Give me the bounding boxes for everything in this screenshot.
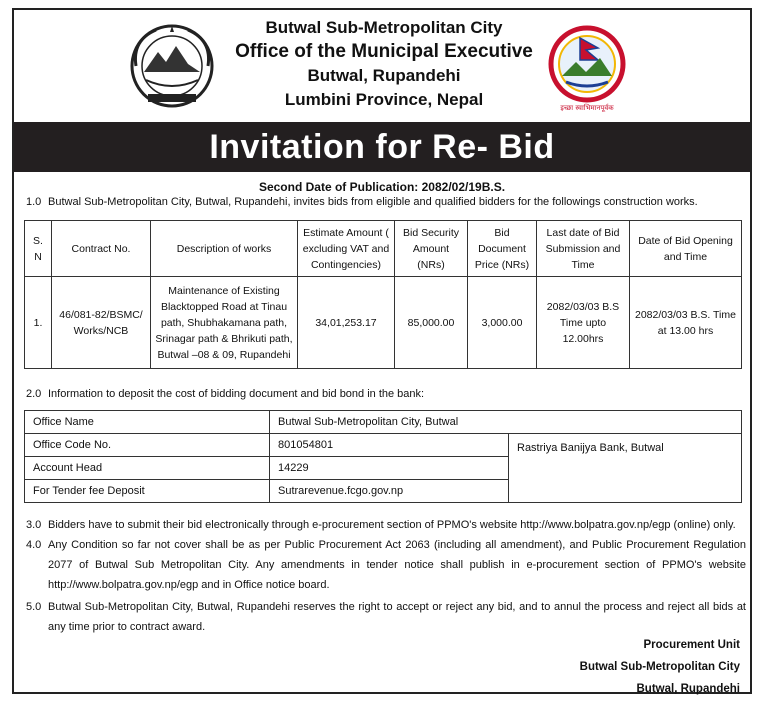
cell-security: 85,000.00 <box>395 277 468 369</box>
office-code-value: 801054801 <box>270 434 509 457</box>
logo-motto: इच्छा स्वाभिमानपूर्वक <box>560 104 614 112</box>
section-5-number: 5.0 <box>26 601 42 613</box>
signature-location: Butwal, Rupandehi <box>636 683 740 695</box>
office-name-value: Butwal Sub-Metropolitan City, Butwal <box>270 411 742 434</box>
col-description: Description of works <box>151 221 298 277</box>
col-doc-price: Bid Document Price (NRs) <box>468 221 537 277</box>
account-head-label: Account Head <box>25 457 270 480</box>
location-line: Butwal, Rupandehi <box>307 66 461 85</box>
col-sn: S. N <box>25 221 52 277</box>
works-table-header <box>25 221 742 277</box>
tender-fee-label: For Tender fee Deposit <box>25 480 270 503</box>
col-security: Bid Security Amount (NRs) <box>395 221 468 277</box>
header-text <box>164 16 604 112</box>
section-3-number: 3.0 <box>26 519 42 531</box>
cell-description: Maintenance of Existing Blacktopped Road at Tinau path, Shubhakamana path, Srinagar path & Bhrikuti path, Butwal –08 & 09, Rupandehi <box>151 277 298 369</box>
notice-header <box>14 10 750 122</box>
office-name: Office of the Municipal Executive <box>235 41 533 62</box>
province-line: Lumbini Province, Nepal <box>284 90 484 109</box>
cell-last-date: 2082/03/03 B.S Time upto 12.00hrs <box>537 277 630 369</box>
section-3-text: Bidders have to submit their bid electronically through e-procurement section of PPMO's website http://www.bolpatra.gov.np/egp (online) only. <box>48 519 736 531</box>
col-contract: Contract No. <box>52 221 151 277</box>
municipality-logo-icon <box>546 24 628 114</box>
col-estimate: Estimate Amount ( excluding VAT and Contingencies) <box>298 221 395 277</box>
notice-title: Invitation for Re- Bid <box>14 122 750 172</box>
table-row <box>25 277 742 369</box>
signature-block <box>580 634 740 700</box>
section-5-text: Butwal Sub-Metropolitan City, Butwal, Rupandehi reserves the right to accept or reject any bid, and to annul the process and reject all bids at any time prior to contract award. <box>48 601 746 633</box>
cell-doc-price: 3,000.00 <box>468 277 537 369</box>
col-opening: Date of Bid Opening and Time <box>630 221 742 277</box>
section-2-text: Information to deposit the cost of bidding document and bid bond in the bank: <box>48 388 425 400</box>
office-code-label: Office Code No. <box>25 434 270 457</box>
bank-name: Rastriya Banijya Bank, Butwal <box>509 434 742 503</box>
signature-office: Butwal Sub-Metropolitan City <box>579 661 740 673</box>
account-head-value: 14229 <box>270 457 509 480</box>
section-4-number: 4.0 <box>26 539 42 551</box>
cell-contract: 46/081-82/BSMC/ Works/NCB <box>52 277 151 369</box>
bank-table <box>24 410 742 503</box>
office-name-label: Office Name <box>25 411 270 434</box>
publication-date: Second Date of Publication: 2082/02/19B.S. <box>258 180 506 194</box>
table-row <box>25 411 742 434</box>
signature-unit: Procurement Unit <box>643 639 740 651</box>
tender-fee-value: Sutrarevenue.fcgo.gov.np <box>270 480 509 503</box>
section-2-number: 2.0 <box>26 388 42 400</box>
cell-sn: 1. <box>25 277 52 369</box>
table-row <box>25 434 742 457</box>
section-1-number: 1.0 <box>26 196 42 208</box>
works-table <box>24 220 742 369</box>
cell-opening: 2082/03/03 B.S. Time at 13.00 hrs <box>630 277 742 369</box>
municipality-name: Butwal Sub-Metropolitan City <box>265 18 503 37</box>
notice-frame <box>12 8 752 694</box>
section-4-text: Any Condition so far not cover shall be as per Public Procurement Act 2063 (including all amendment), and Public Procurement Regulation 2077 of Butwal Sub Metropolitan City. Any amendments in tender notice shall publish in e-procurement section of PPMO's website http://www.bolpatra.gov.np/egp and in Office notice board. <box>48 539 746 591</box>
col-last-date: Last date of Bid Submission and Time <box>537 221 630 277</box>
cell-estimate: 34,01,253.17 <box>298 277 395 369</box>
section-1-text: Butwal Sub-Metropolitan City, Butwal, Rupandehi, invites bids from eligible and qualified bidders for the followings construction works. <box>48 196 698 208</box>
